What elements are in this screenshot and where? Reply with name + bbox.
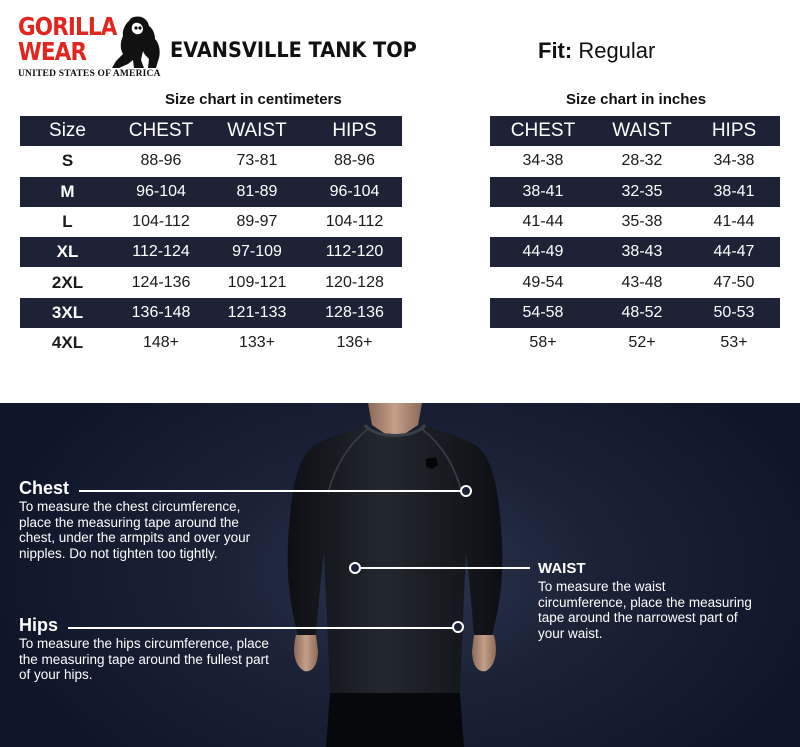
header-cell-chest: CHEST [510, 120, 576, 142]
chest-pointer-dot [460, 485, 472, 497]
chest-cell: 124-136 [131, 273, 191, 291]
table-row [490, 207, 780, 237]
waist-cell: 48-52 [621, 303, 663, 321]
hips-cell: 50-53 [713, 303, 755, 321]
table-row [490, 237, 780, 267]
table-row [20, 237, 402, 267]
size-cell: 4XL [51, 333, 84, 353]
caption-inches: Size chart in inches [566, 91, 707, 108]
hips-instructions: To measure the hips circumference, place the measuring tape around the fullest part of your hips. [19, 636, 269, 683]
waist-pointer-line [360, 567, 530, 569]
table-header-row [490, 116, 780, 146]
waist-cell: 43-48 [621, 273, 663, 291]
header-cell-waist: WAIST [227, 120, 287, 142]
size-cell: S [61, 151, 74, 171]
header-cell-hips: HIPS [711, 120, 757, 142]
waist-cell: 121-133 [227, 303, 287, 321]
waist-cell: 38-43 [621, 243, 663, 261]
table-row [490, 146, 780, 176]
hips-cell: 88-96 [334, 152, 375, 170]
size-table-centimeters [20, 116, 402, 358]
chest-cell: 38-41 [522, 182, 564, 200]
chest-cell: 104-112 [132, 213, 190, 231]
chest-cell: 49-54 [522, 273, 564, 291]
chest-cell: 112-124 [132, 243, 190, 261]
waist-instructions: To measure the waist circumference, place the measuring tape around the narrowest part of your waist. [538, 579, 752, 641]
table-row [20, 177, 402, 207]
measure-guide [0, 403, 800, 747]
waist-title: WAIST [538, 560, 586, 577]
table-row [20, 267, 402, 297]
gorilla-icon [108, 14, 162, 70]
waist-cell: 97-109 [232, 243, 282, 261]
chest-title: Chest [19, 478, 70, 498]
fit-indicator [538, 38, 655, 64]
size-cell: 3XL [51, 302, 84, 322]
hips-cell: 34-38 [713, 152, 755, 170]
table-row [490, 298, 780, 328]
chest-cell: 41-44 [522, 213, 564, 231]
waist-cell: 133+ [238, 334, 276, 352]
table-row [20, 298, 402, 328]
hips-cell: 38-41 [713, 182, 755, 200]
hips-pointer-line [68, 627, 453, 629]
logo-line-1: GORILLA [18, 12, 117, 41]
hips-cell: 104-112 [325, 213, 384, 231]
waist-cell: 35-38 [621, 213, 663, 231]
waist-cell: 81-89 [236, 182, 278, 200]
size-table-inches [490, 116, 780, 358]
logo-country: UNITED STATES OF AMERICA [18, 69, 161, 79]
chest-cell: 34-38 [522, 152, 564, 170]
hips-cell: 41-44 [713, 213, 755, 231]
table-row [490, 328, 780, 358]
hips-pointer-dot [452, 621, 464, 633]
hips-cell: 136+ [336, 334, 373, 352]
hips-cell: 47-50 [713, 273, 755, 291]
chest-cell: 58+ [529, 334, 557, 352]
size-cell: XL [56, 242, 79, 262]
hips-title: Hips [19, 615, 59, 635]
header-cell-size: Size [49, 120, 86, 142]
caption-centimeters: Size chart in centimeters [165, 91, 342, 108]
waist-pointer-dot [349, 562, 361, 574]
waist-cell: 32-35 [621, 182, 663, 200]
model-photo [250, 403, 540, 747]
table-row [20, 328, 402, 358]
header-cell-chest: CHEST [128, 120, 194, 142]
waist-cell: 73-81 [236, 152, 278, 170]
table-row [490, 177, 780, 207]
chest-instructions: To measure the chest circumference, place the measuring tape around the chest, under the armpits and over your nipples. Do not tighten too tightly. [19, 499, 251, 561]
table-header-row [20, 116, 402, 146]
size-cell: L [62, 212, 73, 232]
header-cell-hips: HIPS [332, 120, 377, 142]
chest-cell: 88-96 [140, 152, 182, 170]
chest-cell: 44-49 [522, 243, 564, 261]
fit-label: Fit: [538, 38, 573, 63]
hips-cell: 112-120 [325, 243, 384, 261]
hips-cell: 96-104 [329, 182, 380, 200]
table-row [20, 146, 402, 176]
hips-cell: 53+ [720, 334, 748, 352]
waist-cell: 109-121 [227, 273, 287, 291]
waist-cell: 52+ [628, 334, 656, 352]
product-title: EVANSVILLE TANK TOP [170, 38, 417, 62]
chest-cell: 54-58 [522, 303, 564, 321]
header-cell-waist: WAIST [612, 120, 672, 142]
chest-cell: 96-104 [136, 182, 186, 200]
size-cell: M [60, 181, 75, 201]
chest-cell: 136-148 [131, 303, 191, 321]
waist-cell: 89-97 [236, 213, 278, 231]
hips-cell: 44-47 [713, 243, 755, 261]
table-row [20, 207, 402, 237]
logo-line-2: WEAR [18, 37, 87, 66]
fit-value: Regular [578, 38, 656, 63]
logo-wordmark [18, 14, 117, 64]
size-cell: 2XL [51, 272, 84, 292]
table-row [490, 267, 780, 297]
hips-cell: 120-128 [325, 273, 384, 291]
chest-cell: 148+ [142, 334, 180, 352]
hips-cell: 128-136 [325, 303, 384, 321]
brand-logo [16, 14, 164, 84]
waist-cell: 28-32 [621, 152, 663, 170]
chest-pointer-line [79, 490, 462, 492]
